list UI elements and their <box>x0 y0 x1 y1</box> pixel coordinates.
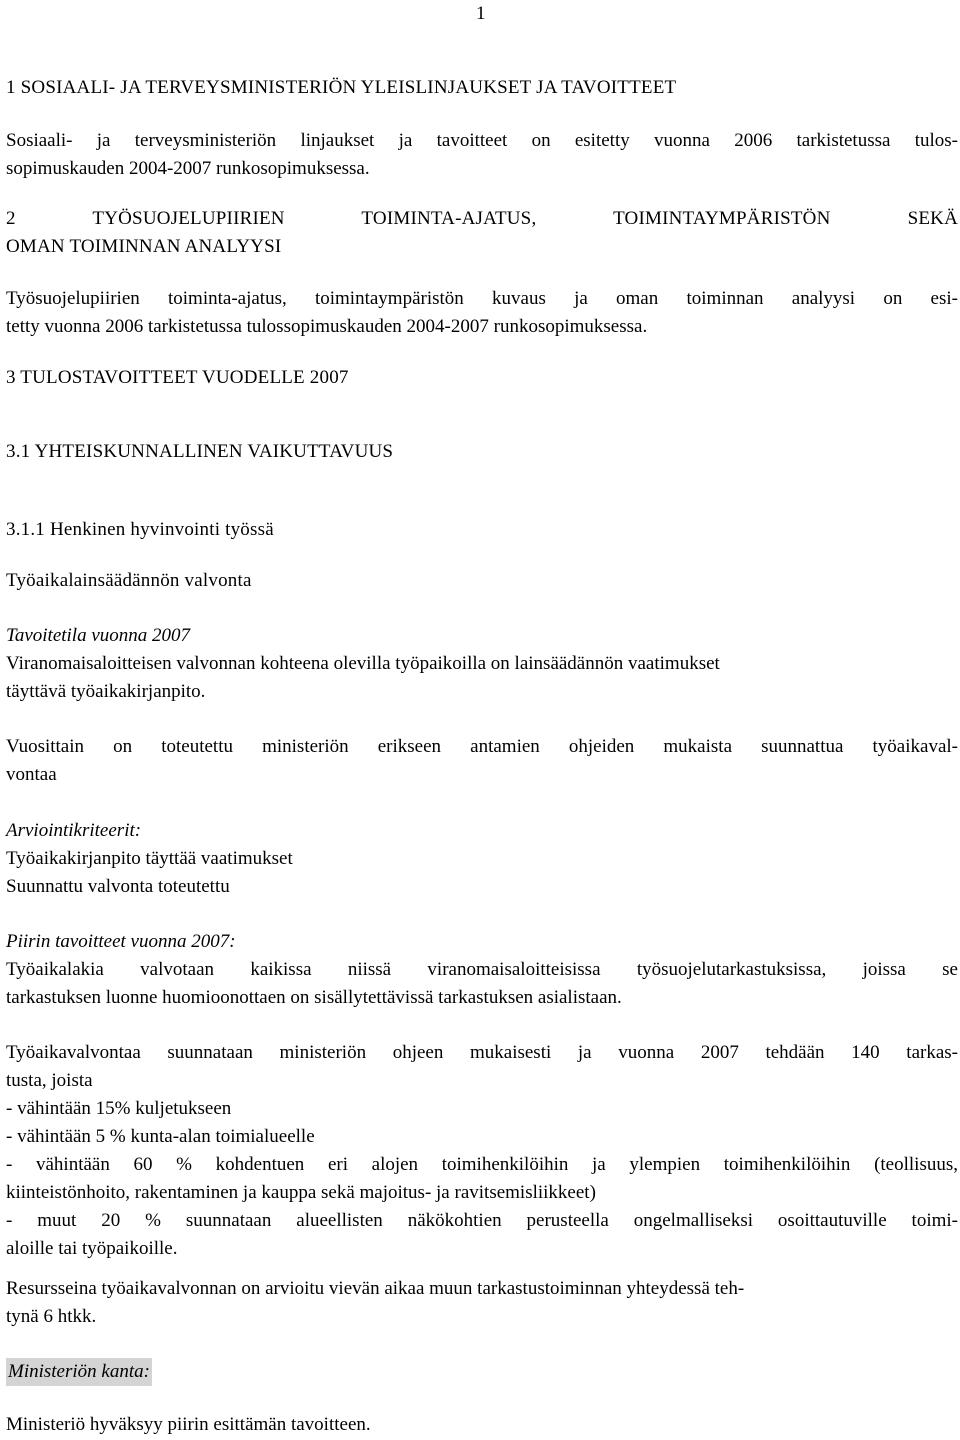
inspections-line-8: aloille tai työpaikoille. <box>6 1238 178 1259</box>
section-1-text <box>6 127 958 183</box>
page-number: 1 <box>476 3 486 24</box>
criteria-list <box>6 845 958 901</box>
section-2-text-line-1: Työsuojelupiirien toiminta-ajatus, toimintaympäristön kuvaus ja oman toiminnan analyysi on esi- <box>6 288 958 309</box>
inspections-text <box>6 1039 958 1263</box>
section-2-text <box>6 285 958 341</box>
ministry-label-row <box>6 1358 958 1386</box>
inspections-line-7: - muut 20 % suunnataan alueellisten näkökohtien perusteella ongelmalliseksi osoittautuville toimi- <box>6 1210 958 1231</box>
inspections-line-3: - vähintään 15% kuljetukseen <box>6 1098 232 1119</box>
resources-line-2: tynä 6 htkk. <box>6 1306 97 1327</box>
district-text <box>6 956 958 1012</box>
section-3-heading: 3 TULOSTAVOITTEET VUODELLE 2007 <box>6 367 349 388</box>
ministry-text: Ministeriö hyväksyy piirin esittämän tavoitteen. <box>6 1414 371 1435</box>
ministry-label: Ministeriön kanta: <box>6 1358 152 1386</box>
section-2-heading-line-2: OMAN TOIMINNAN ANALYYSI <box>6 236 282 257</box>
district-text-line-1: Työaikalakia valvotaan kaikissa niissä viranomaisaloitteisissa työsuojelutarkastuksissa, joissa se <box>6 959 958 980</box>
inspections-line-2: tusta, joista <box>6 1070 93 1091</box>
target-text-line-2: täyttävä työaikakirjanpito. <box>6 681 206 702</box>
inspections-line-1: Työaikavalvontaa suunnataan ministeriön ohjeen mukaisesti ja vuonna 2007 tehdään 140 tarkas- <box>6 1042 958 1063</box>
section-1-text-line-2: sopimuskauden 2004-2007 runkosopimuksessa. <box>6 158 370 179</box>
resources-text <box>6 1275 958 1331</box>
section-2-heading <box>6 205 958 261</box>
annual-text-line-2: vontaa <box>6 764 57 785</box>
district-text-line-2: tarkastuksen luonne huomioonottaen on sisällytettävissä tarkastuksen asialistaan. <box>6 987 622 1008</box>
target-label: Tavoitetila vuonna 2007 <box>6 625 191 646</box>
inspections-line-4: - vähintään 5 % kunta-alan toimialueelle <box>6 1126 315 1147</box>
inspections-line-6: kiinteistönhoito, rakentaminen ja kauppa sekä majoitus- ja ravitsemisliikkeet) <box>6 1182 596 1203</box>
annual-text <box>6 733 958 789</box>
annual-text-line-1: Vuosittain on toteutettu ministeriön erikseen antamien ohjeiden mukaista suunnattua työaikaval- <box>6 736 958 757</box>
section-1-text-line-1: Sosiaali- ja terveysministeriön linjaukset ja tavoitteet on esitetty vuonna 2006 tarkistetussa tulos- <box>6 130 958 151</box>
criteria-item: Suunnattu valvonta toteutettu <box>6 876 230 897</box>
section-2-text-line-2: tetty vuonna 2006 tarkistetussa tulossopimuskauden 2004-2007 runkosopimuksessa. <box>6 316 648 337</box>
criteria-item: Työaikakirjanpito täyttää vaatimukset <box>6 848 293 869</box>
district-label: Piirin tavoitteet vuonna 2007: <box>6 931 236 952</box>
criteria-label: Arviointikriteerit: <box>6 820 142 841</box>
section-1-heading: 1 SOSIAALI- JA TERVEYSMINISTERIÖN YLEISLINJAUKSET JA TAVOITTEET <box>6 77 677 98</box>
target-text <box>6 650 958 706</box>
section-3-1-heading: 3.1 YHTEISKUNNALLINEN VAIKUTTAVUUS <box>6 441 394 462</box>
target-text-line-1: Viranomaisaloitteisen valvonnan kohteena olevilla työpaikoilla on lainsäädännön vaatimukset <box>6 653 720 674</box>
topic-heading: Työaikalainsäädännön valvonta <box>6 570 252 591</box>
resources-line-1: Resursseina työaikavalvonnan on arvioitu vievän aikaa muun tarkastustoiminnan yhteydessä teh- <box>6 1278 745 1299</box>
section-2-heading-line-1: 2 TYÖSUOJELUPIIRIEN TOIMINTA-AJATUS, TOIMINTAYMPÄRISTÖN SEKÄ <box>6 208 958 229</box>
section-3-1-1-heading: 3.1.1 Henkinen hyvinvointi työssä <box>6 519 274 540</box>
inspections-line-5: - vähintään 60 % kohdentuen eri alojen toimihenkilöihin ja ylempien toimihenkilöihin (teollisuus, <box>6 1154 958 1175</box>
